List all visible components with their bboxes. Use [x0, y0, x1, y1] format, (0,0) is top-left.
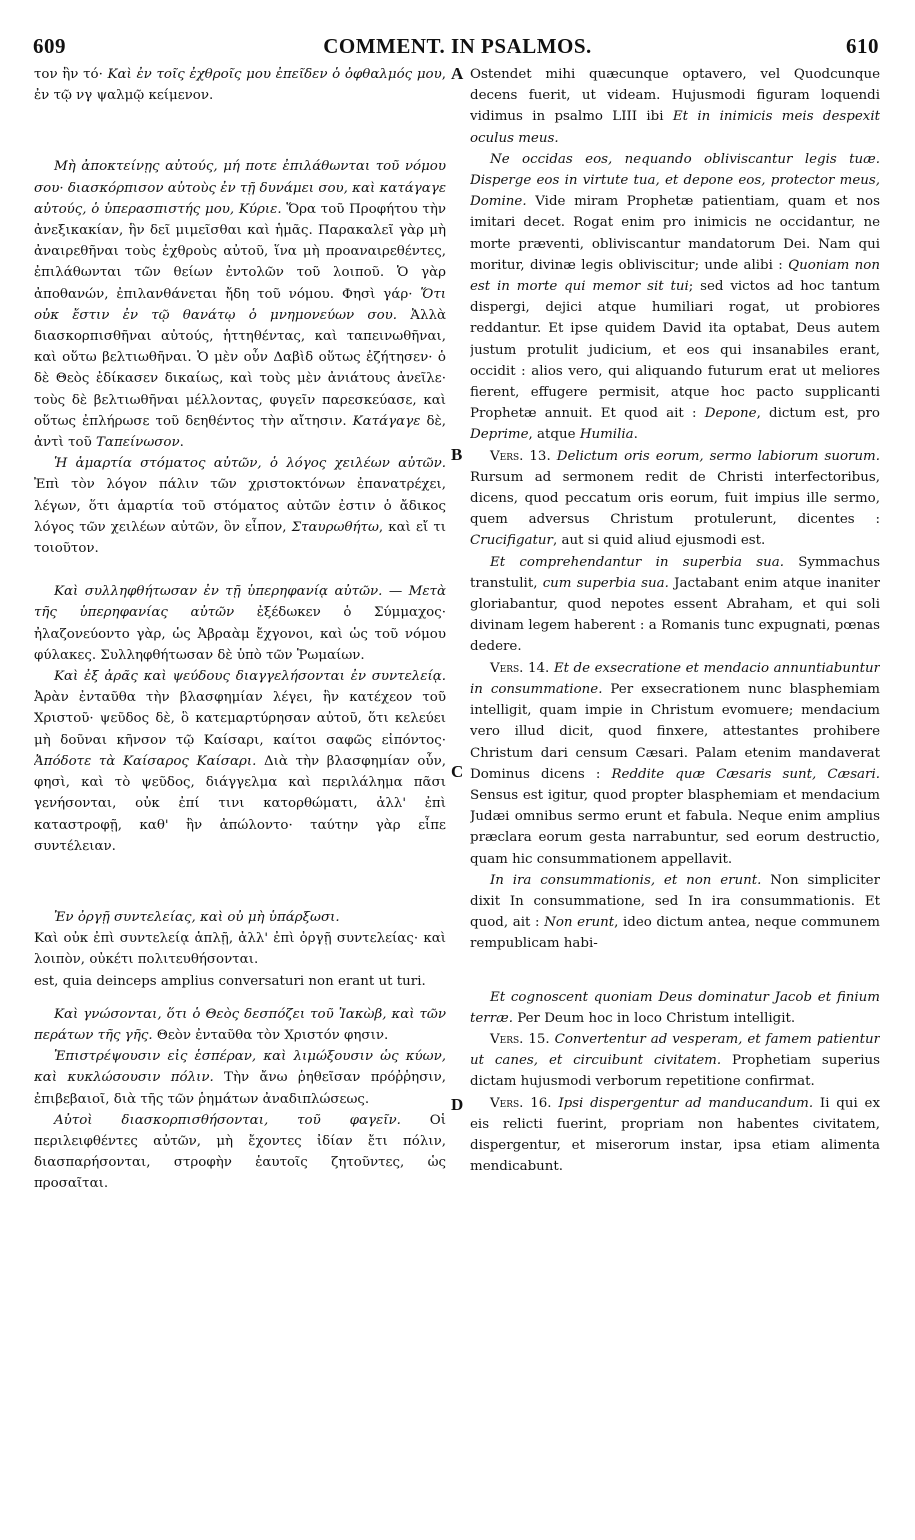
quoted-verse: Ταπείνωσον [95, 435, 180, 451]
quoted-verse: Ἐν ὀργῇ συντελείας, καὶ οὐ μὴ ὑπάρξωσι. [54, 909, 340, 925]
quoted-verse: Et in inimicis meis despexit oculus meus. [470, 109, 880, 146]
commentary-text: Rursum ad sermonem redit de Christi interfectoribus, dicens, quod peccatum oris eorum, fuit impius ille sermo, quem adversus Christum protulerunt, dicentes : [470, 469, 880, 528]
commentary-text: . [633, 427, 638, 443]
greek-paragraph [34, 1004, 446, 1046]
latin-paragraph [470, 149, 880, 446]
commentary-text: ; sed victos ad hoc tantum dispergi, dejici atque humiliari rogat, ut probiores reddantur. Et ipse quidem David ita optabat, Deus autem justum protulit judicium, et eos qui insanabiles erant, occidit : alios vero, qui aliquando futurum erat ut meliores fierent, effugere permisit, atque hoc pacto supplicanti Prophetæ annuit. Et quod ait : [470, 279, 880, 422]
commentary-text: δὲ, ἀντὶ τοῦ [34, 413, 446, 451]
quoted-verse: Ὅτι οὐκ ἔστιν ἐν τῷ θανάτῳ ὁ μνημονεύων σου. [34, 286, 446, 323]
quoted-verse: Μὴ ἀποκτείνῃς αὐτούς, μή ποτε ἐπιλάθωνται τοῦ νόμου σου· διασκόρπισον αὐτοὺς ἐν τῇ δυνάμει σου, καὶ κατάγαγε αὐτούς, ὁ ὑπερασπιστής μου, Κύριε. [34, 159, 446, 217]
commentary-text: Τὴν ἄνω ῥηθεῖσαν πρόῤῥησιν, ἐπιβεβαιοῖ, διὰ τῆς τῶν ῥημάτων ἀναδιπλώσεως. [34, 1070, 446, 1107]
quoted-verse: Humilia [579, 427, 634, 443]
quoted-verse: Κατάγαγε [352, 413, 421, 429]
commentary-text: Prophetiam superius dictam hujusmodi verborum repetitione confirmat. [470, 1053, 880, 1090]
greek-paragraph [34, 928, 446, 970]
quoted-verse: Non erunt [544, 915, 615, 931]
quoted-verse: Delictum oris eorum, sermo labiorum suorum. [556, 448, 880, 464]
greek-spacer [34, 106, 446, 156]
running-title: COMMENT. IN PSALMOS. [323, 34, 592, 58]
left-page-number: 609 [33, 34, 66, 58]
quoted-verse: cum superbia sua. [542, 575, 669, 591]
greek-spacer [34, 857, 446, 907]
quoted-verse: Crucifigatur [470, 533, 553, 549]
commentary-text: Per Deum hoc in loco Christum intelligit. [512, 1010, 796, 1026]
quoted-verse: Convertentur ad vesperam, et famem patientur ut canes, et circuibunt civitatem. [470, 1031, 880, 1069]
margin-marker-d: D [451, 1095, 464, 1114]
latin-paragraph [470, 552, 880, 658]
greek-paragraph [34, 581, 446, 666]
greek-paragraph [34, 453, 446, 559]
verse-number: Vers. 13. [490, 448, 557, 464]
latin-paragraph [470, 1093, 880, 1178]
commentary-text: Non simpliciter dixit In consummatione, sed In ira consummationis. Et quod, ait : [470, 872, 880, 931]
quoted-verse: Καὶ γνώσονται, ὅτι ὁ Θεὸς δεσπόζει τοῦ Ἰακὼβ, καὶ τῶν περάτων τῆς γῆς. [34, 1006, 446, 1043]
verse-number: Vers. 15. [490, 1031, 555, 1047]
greek-spacer [34, 992, 446, 1004]
commentary-text: Sensus est igitur, quod propter blasphemiam et mendacium Judæi omnibus sermo erunt et fabula. Neque enim amplius præclara eorum gesta narrabuntur, sed eorum destructio, quam hic consummationem appellavit. [470, 787, 880, 867]
margin-marker-b: B [451, 445, 463, 464]
commentary-text: , ἐν τῷ νγ ψαλμῷ κείμενον. [34, 67, 446, 104]
latin-paragraph [470, 1029, 880, 1093]
greek-spacer [34, 559, 446, 581]
quoted-verse: Καὶ ἐξ ἀρᾶς καὶ ψεύδους διαγγελήσονται ἐν συντελείᾳ. [54, 669, 446, 685]
quoted-verse: Depone [704, 406, 757, 422]
latin-paragraph [470, 64, 880, 149]
commentary-text: Jactabant enim atque inaniter gloriabantur, quod nepotes essent Abraham, et qui soli divinam legem haberent : a Romanis tunc expugnati, pœnas dedere. [470, 575, 880, 655]
commentary-text: Ὅρα τοῦ Προφήτου τὴν ἀνεξικακίαν, ἣν δεῖ μιμεῖσθαι καὶ ἡμᾶς. Παρακαλεῖ γὰρ μὴ ἀναιρεθῆναι τοὺς ἐχθροὺς αὐτοῦ, ἵνα μὴ προαναιρεθέντες, ἐπιλάθωνται τῶν θείων ἐντολῶν τοῦ λοιποῦ. Ὁ γὰρ ἀποθανών, ἐπιλανθάνεται ἤδη τοῦ νόμου. Φησὶ γάρ· [34, 201, 446, 302]
quoted-verse: Et cognoscent quoniam Deus dominatur Jacob et finium terræ. [470, 989, 880, 1026]
quoted-verse: Reddite quæ Cæsaris sunt, Cæsari. [611, 766, 880, 782]
commentary-text: , ideo dictum antea, neque communem rempublicam habi- [470, 915, 880, 952]
greek-paragraph [34, 1046, 446, 1110]
commentary-text: , καὶ εἴ τι τοιοῦτον. [34, 519, 446, 557]
commentary-text: Ἀρὰν ἐνταῦθα τὴν βλασφημίαν λέγει, ἣν κατέχεον τοῦ Χριστοῦ· ψεῦδος δὲ, ὃ κατεμαρτύρησαν αὐτοῦ, ὅτι κελεύει μὴ δοῦναι κῆνσον τῷ Καίσαρι, καίτοι σαφῶς εἰπόντος· [34, 690, 446, 748]
commentary-text: Symmachus transtulit, [470, 554, 880, 591]
commentary-text: Per exsecrationem nunc blasphemiam intelligit, quam impie in Christum evomuere; mendacium vero illud dicit, quod finxere, attestantes prohibere Christum dari censum Cæsari. Palam etenim mandaverat Dominus dicens : [470, 681, 880, 782]
latin-spacer [470, 955, 880, 987]
latin-paragraph [470, 446, 880, 552]
quoted-verse: Ἐπιστρέψουσιν εἰς ἑσπέραν, καὶ λιμώξουσιν ὡς κύων, καὶ κυκλώσουσιν πόλιν. [34, 1049, 446, 1086]
latin-text-column [470, 64, 880, 1534]
greek-paragraph [34, 907, 446, 928]
commentary-text: Vide miram Prophetæ patientiam, quam et nos imitari decet. Rogat enim pro inimicis ne occidantur, ne morte præventi, obliviscantur mandatorum Dei. Nam qui moritur, divinæ legis obliviscitur; unde alibi : [470, 194, 880, 273]
quoted-verse: Et comprehendantur in superbia sua. [490, 554, 784, 570]
greek-paragraph [34, 156, 446, 453]
margin-marker-c: C [451, 762, 464, 781]
verse-number: Vers. 16. [490, 1095, 559, 1111]
greek-paragraph [34, 1110, 446, 1195]
commentary-text: , aut si quid aliud ejusmodi est. [552, 533, 766, 549]
greek-text-column [34, 64, 446, 1534]
commentary-text: Ii qui ex eis relicti fuerint, propriam non habentes civitatem, dispergentur, et miserorum instar, ipsa etiam alimenta mendicabunt. [470, 1095, 880, 1175]
latin-paragraph [470, 987, 880, 1029]
quoted-verse: Et de exsecratione et mendacio annuntiabuntur in consummatione. [470, 660, 880, 697]
commentary-text: Διὰ τὴν βλασφημίαν οὖν, φησὶ, καὶ τὸ ψεῦδος, διάγγελμα καὶ περιλάλημα πᾶσι γενήσονται, οὐκ ἐπί τινι κατορθώματι, ἀλλ' ἐπὶ καταστροφῇ, καθ' ἣν ἀπώλοντο· ταύτην γὰρ εἶπε συντέλειαν. [34, 753, 446, 854]
quoted-verse: Καὶ συλληφθήτωσαν ἐν τῇ ὑπερηφανίᾳ αὐτῶν. — Μετὰ τῆς ὑπερηφανίας αὐτῶν [34, 584, 446, 621]
quoted-verse: Deprime [470, 427, 529, 443]
greek-paragraph [34, 666, 446, 857]
commentary-text: Θεὸν ἐνταῦθα τὸν Χριστόν φησιν. [152, 1027, 389, 1043]
commentary-text: Ἀλλὰ διασκορπισθῆναι αὐτούς, ἡττηθέντας, καὶ ταπεινωθῆναι, καὶ οὕτω βελτιωθῆναι. Ὁ μὲν οὖν Δαβὶδ οὕτως ἐζήτησεν· ὁ δὲ Θεὸς ἐδίκασεν δικαίως, καὶ τοὺς μὲν ἀνιάτους ἀνεῖλε· τοὺς δὲ βελτιωθῆναι μέλλοντας, φυγεῖν παρεσκεύασε, καὶ οὕτως ἐπλήρωσε τοῦ δεηθέντος τὴν αἴτησιν. [34, 307, 446, 429]
greek-paragraph [34, 971, 446, 992]
verse-number: Vers. 14. [490, 660, 554, 676]
quoted-verse: Ne occidas eos, nequando obliviscantur legis tuæ. Disperge eos in virtute tua, et depone eos, protector meus, Domine. [470, 151, 880, 210]
quoted-verse: Ἡ ἁμαρτία στόματος αὐτῶν, ὁ λόγος χειλέων αὐτῶν. [54, 456, 446, 472]
quoted-verse: Quoniam non est in morte qui memor sit tui [470, 257, 880, 295]
commentary-text: , dictum est, pro [756, 406, 880, 422]
commentary-text: ἐξέδωκεν ὁ Σύμμαχος· ἠλαζονεύοντο γὰρ, ὡς Ἀβραὰμ ἔχγονοι, καὶ ὡς τοῦ νόμου φύλακες. Συλληφθήτωσαν δὲ ὑπὸ τῶν Ῥωμαίων. [34, 605, 446, 663]
margin-marker-a: A [451, 64, 464, 83]
page-header [0, 34, 915, 64]
commentary-text: Καὶ οὐκ ἐπὶ συντελείᾳ ἁπλῇ, ἀλλ' ἐπὶ ὀργῇ συντελείας· καὶ λοιπὸν, οὐκέτι πολιτευθήσονται. [34, 931, 446, 968]
commentary-text: τον ἣν τό· [34, 67, 108, 82]
commentary-text: , atque [528, 427, 580, 443]
quoted-verse: Αὐτοὶ διασκορπισθήσονται, τοῦ φαγεῖν. [54, 1112, 401, 1128]
quoted-verse: In ira consummationis, et non erunt. [490, 872, 762, 888]
commentary-text: Ostendet mihi quæcunque optavero, vel Quodcunque decens fuerit, ut videam. Hujusmodi figuram loquendi vidimus in psalmo LIII ibi [470, 67, 880, 125]
commentary-text: Οἱ περιλειφθέντες αὐτῶν, μὴ ἔχοντες ἰδίαν ἔτι πόλιν, διασπαρήσονται, στροφὴν ἑαυτοῖς ζητοῦντες, ὡς προσαῖται. [34, 1112, 446, 1192]
quoted-verse: Ipsi dispergentur ad manducandum. [558, 1095, 814, 1111]
quoted-verse: Καὶ ἐν τοῖς ἐχθροῖς μου ἐπεῖδεν ὁ ὀφθαλμός μου [107, 67, 442, 82]
latin-paragraph [470, 870, 880, 955]
right-page-number: 610 [846, 34, 879, 58]
greek-paragraph [34, 64, 446, 106]
commentary-text: est, quia deinceps amplius conversaturi non erant ut turi. [34, 973, 426, 989]
quoted-verse: Σταυρωθήτω [291, 519, 379, 535]
quoted-verse: Ἀπόδοτε τὰ Καίσαρος Καίσαρι. [34, 753, 257, 769]
commentary-text: Ἐπὶ τὸν λόγον πάλιν τῶν χριστοκτόνων ἐπανατρέχει, λέγων, ὅτι ἁμαρτία τοῦ στόματος αὐτῶν ἐστιν ὁ ἄδικος λόγος τῶν χειλέων αὐτῶν, ὃν εἶπον, [34, 477, 446, 535]
commentary-text: . [179, 435, 184, 451]
latin-paragraph [470, 658, 880, 870]
